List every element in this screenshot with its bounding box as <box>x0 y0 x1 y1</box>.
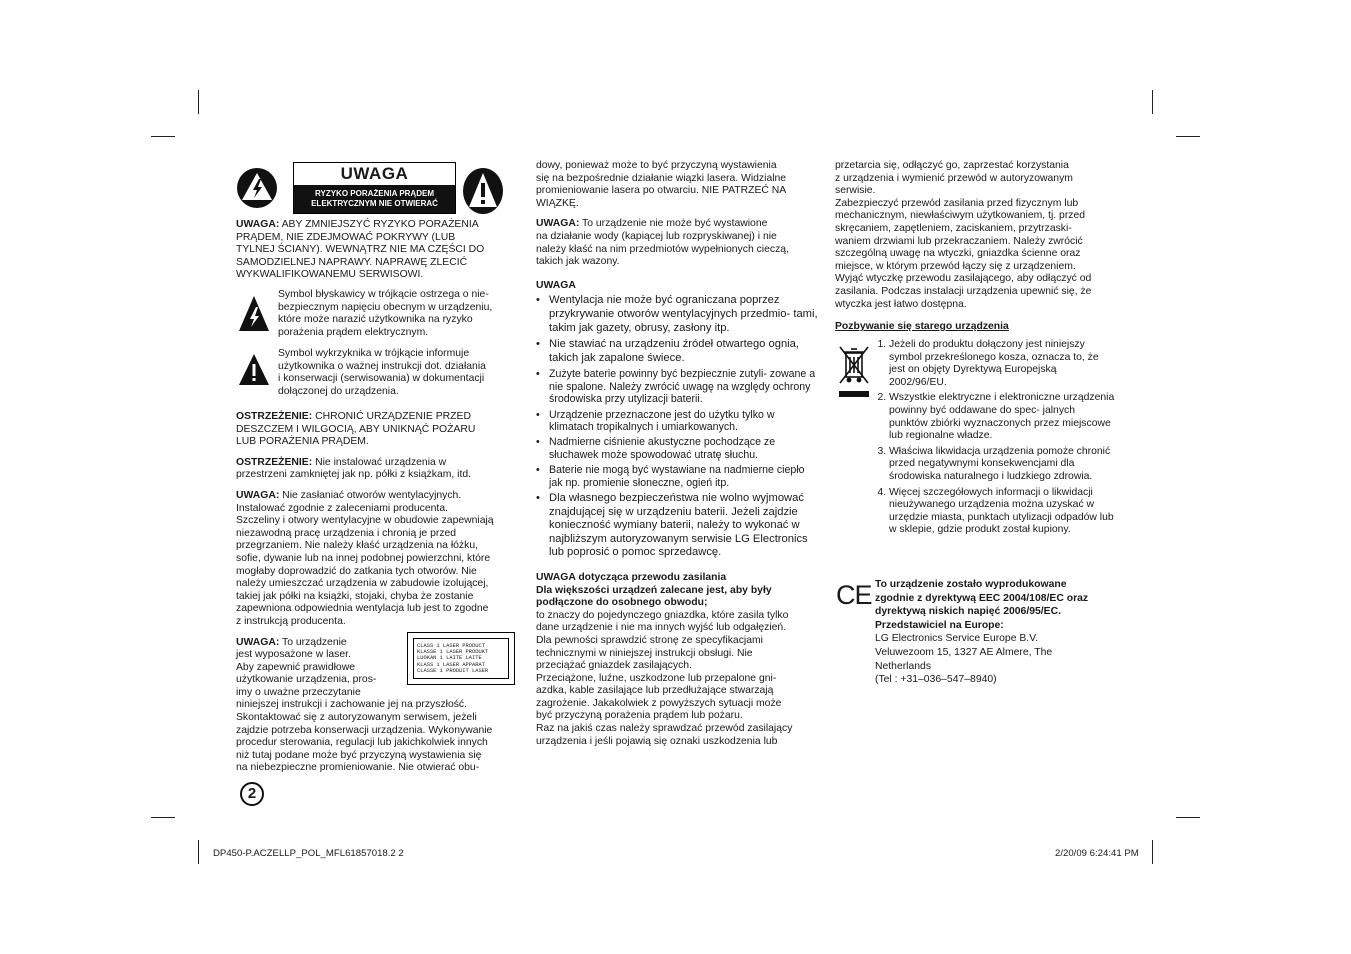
list-item: 2. Wszystkie elektryczne i elektroniczne urządzenia powinny być oddawane do spec- jalnych punktów zbiórki wyznaczonych przez miejscowe lub regionalne władze. <box>889 392 1115 442</box>
crop-mark <box>151 136 175 137</box>
crop-mark <box>1152 90 1153 114</box>
warning-subtitle: RYZYKO PORAŻENIA PRĄDEM ELEKTRYCZNYM NIE OTWIERAĆ <box>294 185 455 213</box>
warning-box <box>293 162 456 214</box>
enclosure-warning: OSTRZEŻENIE: Nie instalować urządzenia w przestrzeni zamkniętej jak np. półki z książkam, itd. <box>236 456 472 481</box>
warning-title: UWAGA <box>340 164 409 183</box>
exclamation-warning-icon <box>462 167 504 215</box>
crop-mark <box>198 90 199 114</box>
middle-column <box>536 160 818 748</box>
right-column <box>835 160 1120 340</box>
disposal-list <box>875 339 1115 537</box>
page-number: 2 <box>247 785 257 802</box>
list-item: 3. Właściwa likwidacja urządzenia pomoże chronić przed negatywnymi konsekwencjami dla środowiska naturalnego i ludzkiego zdrowia. <box>889 446 1115 484</box>
list-item: 1. Jeżeli do produktu dołączony jest niniejszy symbol przekreślonego kosza, oznacza to, że jest on objęty Dyrektywą Europejską 2002/96/EU. <box>889 339 1115 389</box>
lightning-symbol-text: Symbol błyskawicy w trójkącie ostrzega o nie- bezpiecznym napięciu obecnym w urządzeniu, które może narazić użytkownika na ryzyko porażenia prądem elektrycznym. <box>278 289 493 338</box>
warning-paragraph: UWAGA: ABY ZMNIEJSZYĆ RYZYKO PORAŻENIA PRĄDEM, NIE ZDEJMOWAĆ POKRYWY (LUB TYLNEJ ŚCIANY). WEWNĄTRZ NIE MA CZĘŚCI DO SAMODZIELNEJ NAPRAWY. NAPRAWĘ ZLECIĆ WYKWALIFIKOWANEMU SERWISOWI. <box>236 219 485 281</box>
laser-warning: UWAGA: To urządzenie jest wyposażone w laser. Aby zapewnić prawidłowe użytkowanie urządzenia, pros- imy o uważne przeczytanie niniejszej instrukcji i zachowanie jej na przyszłość. Skontaktować się z autoryzowanym serwisem, jeżeli zajdzie potrzeba konserwacji urządzenia. Wykonywanie procedur sterowania, regulacji lub jakichkolwiek innych niż tutaj podane może być przyczyną wystawienia się na niebezpieczne promieniowanie. Nie otwierać obu- <box>236 636 493 774</box>
disposal-list-wrap <box>875 339 1115 540</box>
water-warning: UWAGA: To urządzenie nie może być wystawione na działanie wody (kapiącej lub rozpryskiwanej) i nie należy kłaść na nim przedmiotów wypełnionych cieczą, takich jak wazony. <box>536 218 789 268</box>
power-cord-heading: UWAGA dotycząca przewodu zasilania Dla większości urządzeń zalecane jest, aby były podłączone do osobnego obwodu; <box>536 571 772 609</box>
moisture-warning: OSTRZEŻENIE: CHRONIĆ URZĄDZENIE PRZED DESZCZEM I WILGOCIĄ, ABY UNIKNĄĆ POŻARU LUB PORAŻENIA PRĄDEM. <box>236 411 476 448</box>
ce-declaration: To urządzenie zostało wyprodukowane zgodnie z dyrektywą EEC 2004/108/EC oraz dyrektywą niskich napięć 2006/95/EC. Przedstawiciel na Europe: LG Electronics Service Europe B.V. Veluwezoom 15, 1327 AE Almere, The Netherlands (Tel : +31–036–547–8940) <box>875 579 1089 686</box>
laser-product-label: CLASS 1 LASER PRODUCT KLASSE 1 LASER PRODUKT LUOKAN 1 LAITE LAITE KLASS 1 LASER APPARAT CLASSE 1 PRODUIT LASER <box>407 632 515 685</box>
crop-mark <box>1176 136 1200 137</box>
page-number-badge <box>240 782 264 806</box>
list-item: • Dla własnego bezpieczeństwa nie wolno wyjmować znajdującej się w urządzeniu baterii. Jeżeli zajdzie konieczność wymiany baterii, należy to wykonać w najbliższym autoryzowanym serwisie LG Electronics lub poprosić o pomoc sprzedawcę. <box>536 492 818 560</box>
footer-file-info: DP450-P.ACZELLP_POL_MFL61857018.2 2 <box>213 848 404 859</box>
disposal-heading: Pozbywanie się starego urządzenia <box>835 321 1009 333</box>
crop-mark <box>1152 840 1153 864</box>
laser-continuation: dowy, ponieważ może to być przyczyną wystawienia się na bezpośrednie działanie wiązki lasera. Widzialne promieniowanie lasera po otwarciu. NIE PATRZEĆ NA WIĄZKĘ. <box>536 160 787 209</box>
exclamation-triangle-icon <box>238 353 270 386</box>
left-column-lower <box>236 411 520 775</box>
power-cord-text: to znaczy do pojedynczego gniazdka, które zasila tylko dane urządzenie i nie ma innych wyjść lub odgałęzień. Dla pewności sprawdzić stronę ze specyfikacjami technicznymi w niniejszej instrukcji obsługi. Nie przeciążać gniazdek zasilających. Przeciążone, luźne, uszkodzone lub przepalone gni- azdka, kable zasilające lub przedłużające stwarzają zagrożenie. Jakakolwiek z powyższych sytuacji może być przyczyną porażenia prądem lub pożaru. Raz na jakiś czas należy sprawdzać przewód zasilający urządzenia i jeśli pojawią się oznaki uszkodzenia lub <box>536 609 793 747</box>
caution-list <box>536 294 818 560</box>
power-cord-continuation: przetarcia się, odłączyć go, zaprzestać korzystania z urządzenia i wymienić przewód w autoryzowanym serwisie. Zabezpieczyć przewód zasilania przed fizycznym lub mechanicznym, niewłaściwym użytkowaniem, tj. przed skręcaniem, zapętleniem, zaciskaniem, przytrzaski- waniem drzwiami lub przekraczaniem. Należy zwrócić szczególną uwagę na wtyczki, gniazdka ścienne oraz miejsce, w którym przewód łączy się z urządzeniem. Wyjąć wtyczkę przewodu zasilającego, aby odłączyć od zasilania. Podczas instalacji urządzenia upewnić się, że wtyczka jest łatwo dostępna. <box>835 160 1092 310</box>
list-item: • Nadmierne ciśnienie akustyczne pochodzące ze słuchawek może spowodować utratę słuchu. <box>536 436 818 461</box>
lightning-triangle-icon <box>238 295 270 333</box>
list-item: • Zużyte baterie powinny być bezpiecznie zutyli- zowane a nie spalone. Należy zwrócić uwagę na względy ochrony środowiska przy utylizacji baterii. <box>536 368 818 405</box>
lightning-warning-icon <box>236 167 278 209</box>
crop-mark <box>198 840 199 864</box>
crossed-out-bin-icon <box>837 343 871 399</box>
list-item: 4. Więcej szczegółowych informacji o likwidacji nieużywanego urządzenia można uzyskać w urzędzie miasta, punktach utylizacji odpadów lub w sklepie, gdzie produkt został kupiony. <box>889 487 1115 537</box>
crop-mark <box>151 817 175 818</box>
ce-mark-icon: CE <box>836 580 872 610</box>
exclamation-symbol-text: Symbol wykrzyknika w trójkącie informuje użytkownika o ważnej instrukcji dot. działania i konserwacji (serwisowania) w dokumentacji dołączonej do urządzenia. <box>278 348 486 397</box>
caution-list-heading: UWAGA <box>536 279 576 291</box>
ventilation-warning: UWAGA: Nie zasłaniać otworów wentylacyjnych. Instalować zgodnie z zaleceniami producenta. Szczeliny i otwory wentylacyjne w obudowie zapewniają niezawodną pracę urządzenia i chronią je przed przegrzaniem. Nie należy kłaść urządzenia na łóżku, sofie, dywanie lub na innej podobnej powierzchni, które mogłaby doprowadzić do zatkania tych otworów. Nie należy umieszczać urządzenia w zabudowie izolującej, takiej jak półki na książki, stojaki, chyba że zostanie zapewniona odpowiednia wentylacja lub jest to zgodne z instrukcją producenta. <box>236 489 494 627</box>
footer-timestamp: 2/20/09 6:24:41 PM <box>1055 848 1139 859</box>
crop-mark <box>1176 817 1200 818</box>
left-column <box>236 219 520 290</box>
list-item: • Wentylacja nie może być ograniczana poprzez przykrywanie otworów wentylacyjnych przedmio- tami, takim jak gazety, obrusy, zasłony itp. <box>536 294 818 335</box>
list-item: • Urządzenie przeznaczone jest do użytku tylko w klimatach tropikalnych i umiarkowanych. <box>536 409 818 434</box>
list-item: • Baterie nie mogą być wystawiane na nadmierne ciepło jak np. promienie słoneczne, ogień itp. <box>536 464 818 489</box>
list-item: • Nie stawiać na urządzeniu źródeł otwartego ognia, takich jak zapalone świece. <box>536 338 818 365</box>
